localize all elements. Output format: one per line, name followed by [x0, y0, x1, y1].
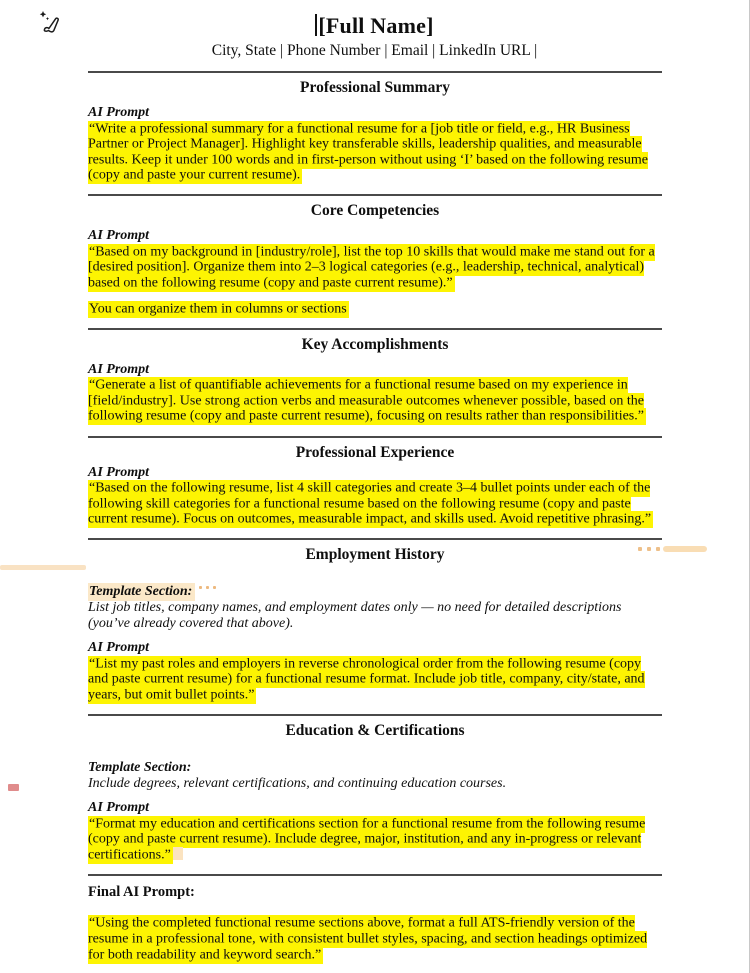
pink-annotation-mark: [8, 784, 19, 791]
peach-highlight-tail: [173, 847, 183, 860]
ai-prompt-text[interactable]: [88, 656, 662, 703]
peach-highlight: Template Section:: [88, 583, 195, 601]
section-divider: [88, 538, 662, 540]
faded-highlight-dots: [199, 586, 216, 589]
section-divider: [88, 436, 662, 438]
highlighted-text[interactable]: “List my past roles and employers in reverse chronological order from the following resume (copy and paste current resume) for a functional resume format. Include job title, company, city/state, and years, but omit bullet points.”: [88, 656, 645, 703]
section-employment-history: [88, 546, 662, 703]
section-heading: Core Competencies: [310, 202, 440, 220]
section-heading: Education & Certifications: [285, 722, 465, 740]
section-divider: [88, 874, 662, 876]
document-content: [88, 71, 662, 963]
section-divider: [88, 714, 662, 716]
highlighted-text[interactable]: “Using the completed functional resume sections above, format a full ATS-friendly version of the resume in a professional tone, with consistent bullet styles, spacing, and section headings optimized for both readability and keyword search.”: [88, 915, 648, 963]
highlighted-text[interactable]: “Based on my background in [industry/role], list the top 10 skills that would make me stand out for a [desired position]. Organize them into 2–3 logical categories (e.g., leadership, technical, analytical) based on the following resume (copy and paste current resume).”: [88, 244, 655, 291]
template-section-label: Template Section:: [88, 760, 192, 776]
faded-highlight-streak: [0, 565, 86, 570]
highlighted-text[interactable]: “Generate a list of quantifiable achievements for a functional resume based on my experience in [field/industry]. Use strong action verbs and measurable outcomes whenever possible, based on the following resume (copy and paste current resume), focusing on results rather than responsibilities.”: [88, 377, 644, 424]
template-section-text: Include degrees, relevant certifications, and continuing education courses.: [88, 776, 507, 792]
section-heading: Professional Experience: [295, 443, 455, 461]
pen-sparkle-glyph: [36, 8, 64, 40]
section-core-competencies: [88, 202, 662, 316]
ai-prompt-label: AI Prompt: [88, 105, 150, 120]
section-key-accomplishments: [88, 336, 662, 425]
ai-prompt-label: AI Prompt: [88, 800, 150, 816]
template-section-label: [88, 584, 662, 599]
note-text[interactable]: [88, 301, 662, 317]
final-ai-prompt-label: Final AI Prompt:: [88, 883, 195, 900]
ai-prompt-label: AI Prompt: [88, 640, 150, 656]
ai-prompt-label: AI Prompt: [88, 361, 150, 377]
highlighted-text[interactable]: “Based on the following resume, list 4 skill categories and create 3–4 bullet points under each of the following skill categories for a functional resume based on the following resume (copy and paste current resume). Focus on outcomes, measurable impact, and skills used. Avoid repetitive phrasing.”: [88, 480, 652, 527]
ai-prompt-text[interactable]: [88, 244, 662, 291]
faded-highlight-bar: [663, 546, 707, 552]
ai-prompt-text[interactable]: [88, 378, 662, 425]
ai-prompt-text[interactable]: [88, 916, 662, 963]
section-heading: Key Accomplishments: [301, 335, 449, 353]
section-divider: [88, 194, 662, 196]
section-heading: Employment History: [305, 546, 445, 564]
title-text: [Full Name]: [318, 13, 434, 38]
ai-prompt-text[interactable]: [88, 481, 662, 528]
section-professional-experience: [88, 444, 662, 528]
section-education-certifications: [88, 722, 662, 863]
ai-edit-pen-icon[interactable]: [36, 8, 64, 40]
section-divider: [88, 71, 662, 73]
contact-line: City, State | Phone Number | Email | LinkedIn URL |: [211, 42, 538, 59]
template-section-text: List job titles, company names, and employment dates only — no need for detailed descriptions (you’ve already covered that above).: [88, 600, 622, 632]
ai-prompt-text[interactable]: [88, 816, 662, 863]
highlighted-text[interactable]: “Write a professional summary for a functional resume for a [job title or field, e.g., HR Business Partner or Project Manager]. Highlight key transferable skills, leadership qualities, and measurable results. Keep it under 100 words and in first-person without using ‘I’ based on the following resume (copy and paste your current resume).: [88, 121, 649, 183]
section-heading: Professional Summary: [300, 79, 450, 96]
highlighted-text[interactable]: “Format my education and certifications section for a functional resume from the following resume (copy and paste current resume). Include degree, major, institution, and any in-progress or relevant certifications.”: [88, 816, 646, 863]
page-title: [0, 0, 749, 40]
ai-prompt-label: AI Prompt: [88, 464, 150, 480]
section-divider: [88, 328, 662, 330]
section-professional-summary: [88, 79, 662, 183]
highlighted-text[interactable]: You can organize them in columns or sections: [89, 301, 347, 317]
section-final-ai-prompt: [88, 884, 662, 963]
ai-prompt-label: AI Prompt: [88, 228, 150, 244]
ai-prompt-text[interactable]: [88, 121, 662, 183]
